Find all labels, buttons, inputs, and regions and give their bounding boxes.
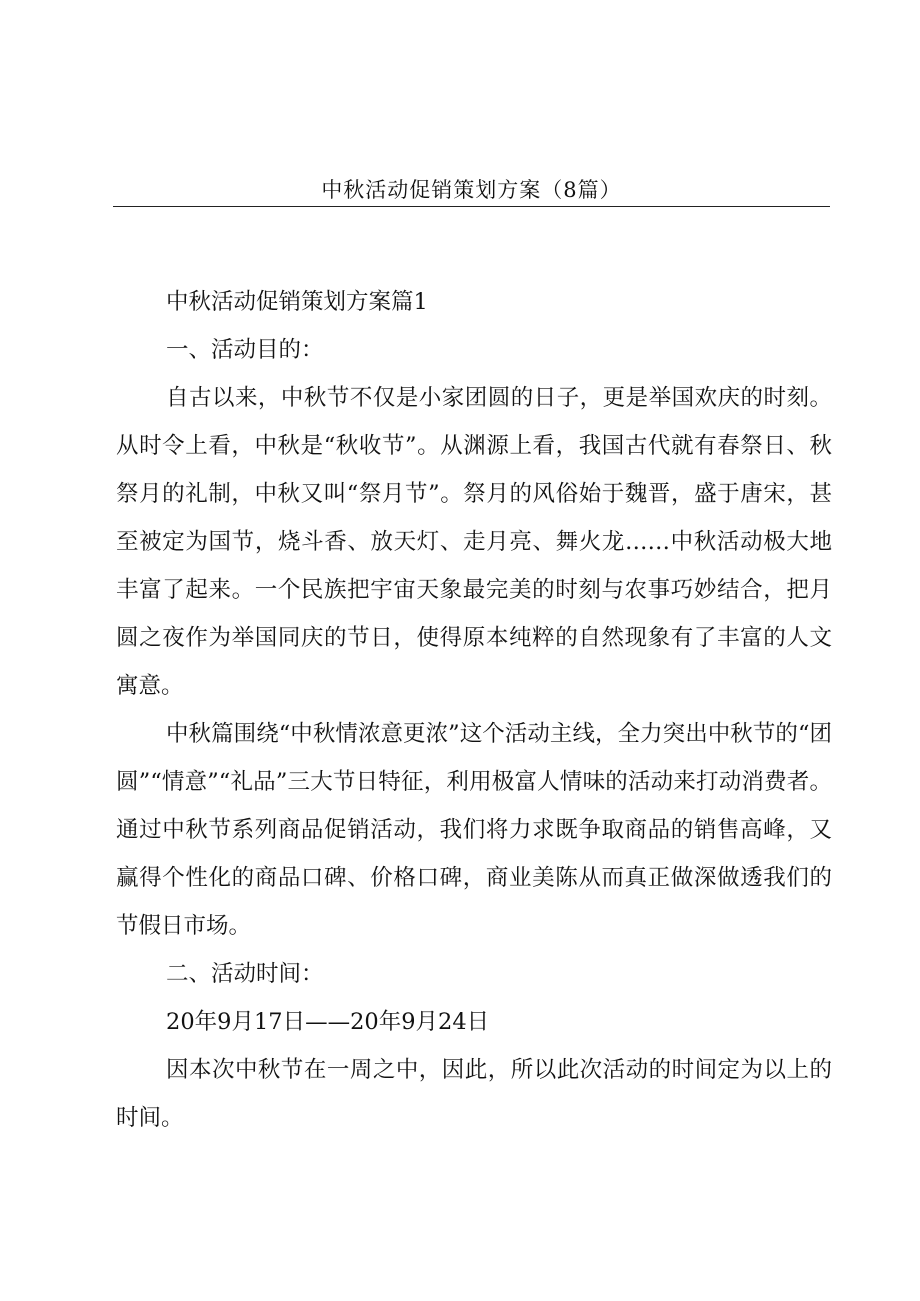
document-title: 中秋活动促销策划方案（8篇）: [321, 178, 622, 202]
paragraph-time-note: 因本次中秋节在一周之中，因此，所以此次活动的时间定为以上的时间。: [116, 1057, 832, 1131]
title-underline: [113, 206, 830, 207]
heading-purpose: 一、活动目的：: [166, 337, 324, 363]
document-body: [116, 278, 832, 1142]
activity-date-range: 20年9月17日——20年9月24日: [166, 1009, 490, 1035]
paragraph-purpose-2: 中秋篇围绕“中秋情浓意更浓”这个活动主线，全力突出中秋节的“团圆”“情意”“礼品”三大节日特征，利用极富人情味的活动来打动消费者。通过中秋节系列商品促销活动，我们将力求既争取商品的销售高峰，又赢得个性化的商品口碑、价格口碑，商业美陈从而真正做深做透我们的节假日市场。: [116, 721, 832, 939]
paragraph-purpose-1: 自古以来，中秋节不仅是小家团圆的日子，更是举国欢庆的时刻。从时令上看，中秋是“秋收节”。从渊源上看，我国古代就有春祭日、秋祭月的礼制，中秋又叫“祭月节”。祭月的风俗始于魏晋，盛于唐宋，甚至被定为国节，烧斗香、放天灯、走月亮、舞火龙……中秋活动极大地丰富了起来。一个民族把宇宙天象最完美的时刻与农事巧妙结合，把月圆之夜作为举国同庆的节日，使得原本纯粹的自然现象有了丰富的人文寓意。: [116, 385, 832, 699]
heading-time: 二、活动时间：: [166, 961, 324, 987]
section-title: 中秋活动促销策划方案篇1: [166, 289, 428, 315]
